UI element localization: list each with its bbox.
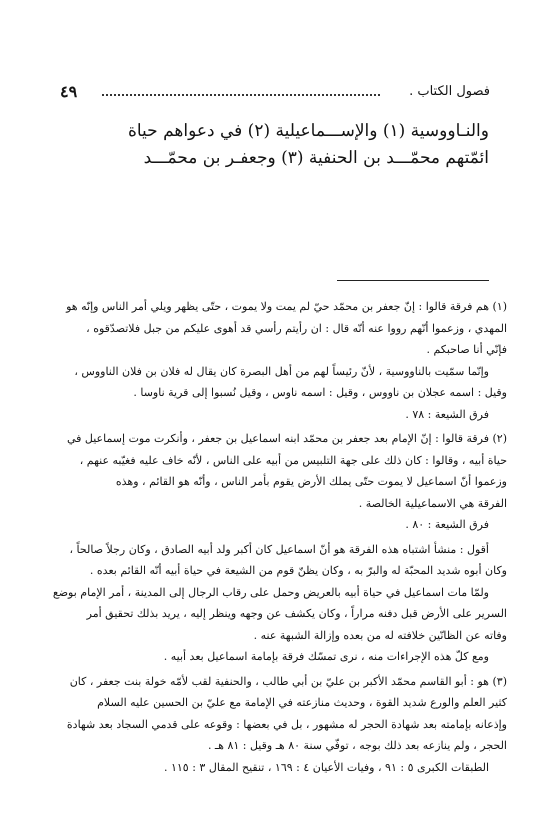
main-text-line: والنـاووسية (١) والإســـماعيلية (٢) في دعواهم حياة [127, 121, 489, 141]
footnote-line: (١) هم فرقة قالوا : إنّ جعفر بن محمّد حيّ لم يمت ولا يموت ، حتّى يظهر ويلي أمر الناس وإنّه هو [66, 300, 507, 313]
footnotes [41, 296, 507, 781]
running-title: فصول الكتاب . [409, 84, 490, 99]
header-dotted-leader [102, 84, 380, 96]
footnote-3 [41, 671, 507, 779]
footnote-line: ومع كلّ هذه الإجراءات منه ، نرى تمسّك فرقة بإمامة اسماعيل بعد أبيه . [163, 650, 489, 663]
footnote-line: كثير العلم والورع شديد القوة ، وحديث منازعته في الإمامة مع عليّ بن الحسين عليه السلام [97, 696, 507, 709]
footnote-line: الحجر ، ولم ينازعه بعد ذلك بوجه ، توفّي سنة ٨٠ هـ وقيل : ٨١ هـ . [207, 739, 507, 752]
main-text [59, 118, 489, 172]
footnote-line: الفرقة هي الاسماعيلية الخالصة . [358, 496, 507, 510]
page-number: ٤٩ [60, 82, 78, 101]
footnote-reference: فرق الشيعة : ٧٨ . [405, 407, 489, 421]
footnote-reference: الطبقات الكبرى ٥ : ٩١ ، وفيات الأعيان ٤ : ١٦٩ ، تنقيح المقال ٣ : ١١٥ . [163, 760, 489, 774]
main-text-line: ائمّتهم محمّـــد بن الحنفية (٣) وجعفـر بن محمّـــد [143, 148, 489, 168]
footnote-line: وكان أبوه شديد المحبّة له والبرّ به ، وكان يظنّ قوم من الشيعة في حياة أبيه أنّه القائم بعده . [89, 564, 507, 577]
footnote-divider [337, 280, 489, 281]
footnote-line: وإنّما سمّيت بالناووسية ، لأنّ رئيساً لهم من أهل البصرة كان يقال له فلان بن فلان الناووس ، [74, 364, 489, 378]
footnote-line: وفاته عن الظانّين خلافته له من بعده وإزالة الشبهة عنه . [253, 628, 507, 642]
footnote-2 [41, 428, 507, 668]
footnote-line: وزعموا أنّ اسماعيل لا يموت حتّى يملك الأرض يقوم بأمر الناس ، وأنّه هو القائم ، وهذه [115, 475, 507, 488]
footnote-line: فإنّي أنا صاحبكم . [426, 343, 507, 356]
footnote-line: وقيل : اسمه عجلان بن ناووس ، وقيل : اسمه ناوس ، وقيل نُسبوا إلى قرية ناوسا . [133, 386, 507, 399]
footnote-line: السرير على الأرض قبل دفنه مراراً ، وكان يكشف عن وجهه وينظر إليه ، يريد بذلك تحقيق أمر [86, 607, 507, 620]
footnote-line: وإذعانه بإمامته بعد شهادة الحجر له مشهور ، بل في بعضها : وقوعه على قدمي السجاد بعد شهادة [66, 717, 507, 731]
footnote-line: ولمّا مات اسماعيل في حياة أبيه بالعريض وحمل على رقاب الرجال إلى المدينة ، أمر الإمام بوضع [52, 585, 489, 599]
footnote-1 [41, 296, 507, 425]
footnote-line: (٣) هو : أبو القاسم محمّد الأكبر بن عليّ بن أبي طالب ، والحنفية لقب لأمّه خولة بنت جعفر ، كان [69, 674, 507, 688]
footnote-line: (٢) فرقة قالوا : إنّ الإمام بعد جعفر بن محمّد ابنه اسماعيل بن جعفر ، وأنكرت موت إسماعيل في [66, 432, 507, 445]
footnote-line: المهدي ، وزعموا أنّهم رووا عنه أنّه قال : ان رأيتم رأسي قد أهوى عليكم من جبل فلاتصدّقوه ، [86, 321, 507, 335]
footnote-line: حياة أبيه ، وقالوا : كان ذلك على جهة التلبيس من أبيه على الناس ، لأنّه خاف عليه فغيّبه عنهم ، [79, 453, 507, 467]
footnote-line: أقول : منشأ اشتباه هذه الفرقة هو أنّ اسماعيل كان أكبر ولد أبيه الصادق ، وكان رجلاً صالحاً ، [69, 542, 489, 556]
page-header [60, 80, 490, 104]
footnote-reference: فرق الشيعة : ٨٠ . [405, 518, 489, 531]
